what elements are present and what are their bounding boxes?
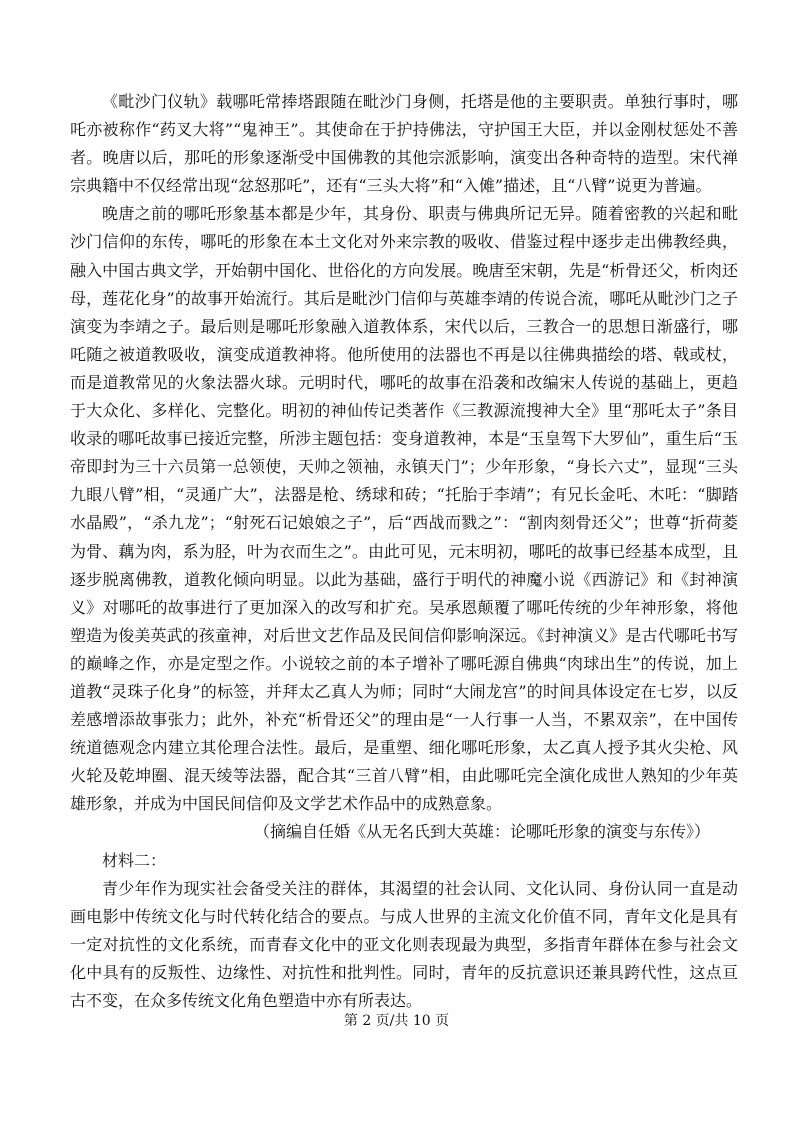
page-number: 第 2 页/共 10 页 [343,1013,450,1029]
source-citation: （摘编自任婚《从无名氏到大英雄：论哪吒形象的演变与东传》） [253,822,710,842]
document-page [70,88,738,1015]
paragraph-2: 晚唐之前的哪吒形象基本都是少年，其身份、职责与佛典所记无异。随着密教的兴起和毗沙门信仰的东传，哪吒的形象在本土文化对外来宗教的吸收、借鉴过程中逐步走出佛教经典，融入中国古典文学，开始朝中国化、世俗化的方向发展。晚唐至宋朝，先是“析骨还父，析肉还母，莲花化身”的故事开始流行。其后是毗沙门信仰与英雄李靖的传说合流，哪吒从毗沙门之子演变为李靖之子。最后则是哪吒形象融入道教体系，宋代以后，三教合一的思想日渐盛行，哪吒随之被道教吸收，演变成道教神将。他所使用的法器也不再是以往佛典描绘的塔、戟或杖，而是道教常见的火象法器火球。元明时代，哪吒的故事在沿袭和改编宋人传说的基础上，更趋于大众化、多样化、完整化。明初的神仙传记类著作《三教源流搜神大全》里“那吒太子”条目收录的哪吒故事已接近完整，所涉主题包括：变身道教神，本是“玉皇驾下大罗仙”，重生后“玉帝即封为三十六员第一总领使，天帅之领袖，永镇天门”；少年形象，“身长六丈”，显现“三头九眼八臂”相，“灵通广大”，法器是枪、绣球和砖；“托胎于李靖”；有兄长金吒、木吒：“脚踏水晶殿”，“杀九龙”；“射死石记娘娘之子”，后“西战而戮之”：“割肉刻骨还父”；世尊“折荷菱为骨、藕为肉，系为胫，叶为衣而生之”。由此可见，元末明初，哪吒的故事已经基本成型，且逐步脱离佛教，道教化倾向明显。以此为基础，盛行于明代的神魔小说《西游记》和《封神演义》对哪吒的故事进行了更加深入的改写和扩充。吴承恩颠覆了哪吒传统的少年神形象，将他塑造为俊美英武的孩童神，对后世文艺作品及民间信仰影响深远。《封神演义》是古代哪吒书写的巅峰之作，亦是定型之作。小说较之前的本子增补了哪吒源自佛典“肉球出生”的传说，加上道教“灵珠子化身”的标签，并拜太乙真人为师；同时“大闹龙宫”的时间具体设定在七岁，以反差感增添故事张力；此外，补充“析骨还父”的理由是“一人行事一人当，不累双亲”，在中国传统道德观念内建立其伦理合法性。最后，是重塑、细化哪吒形象，太乙真人授予其火尖枪、风火轮及乾坤圈、混天绫等法器，配合其“三首八臂”相，由此哪吒完全演化成世人熟知的少年英雄形象，并成为中国民间信仰及文学艺术作品中的成熟意象。 [70,204,738,814]
material-label: 材料二： [102,850,167,870]
paragraph-1: 《毗沙门仪轨》载哪吒常捧塔跟随在毗沙门身侧，托塔是他的主要职责。单独行事时，哪吒亦被称作“药叉大将”“鬼神王”。其使命在于护持佛法，守护国王大臣，并以金刚杖惩处不善者。晚唐以后，那吒的形象逐渐受中国佛教的其他宗派影响，演变出各种奇特的造型。宋代禅宗典籍中不仅经常出现“忿怒那吒”，还有“三头大将”和“入傩”描述，且“八臂”说更为普遍。 [70,92,738,196]
paragraph-3: 青少年作为现实社会备受关注的群体，其渴望的社会认同、文化认同、身份认同一直是动画电影中传统文化与时代转化结合的要点。与成人世界的主流文化价值不同，青年文化是具有一定对抗性的文化系统，而青春文化中的亚文化则表现最为典型，多指青年群体在参与社会文化中具有的反叛性、边缘性、对抗性和批判性。同时，青年的反抗意识还兼具跨代性，这点亘古不变，在众多传统文化角色塑造中亦有所表达。 [70,878,738,1010]
